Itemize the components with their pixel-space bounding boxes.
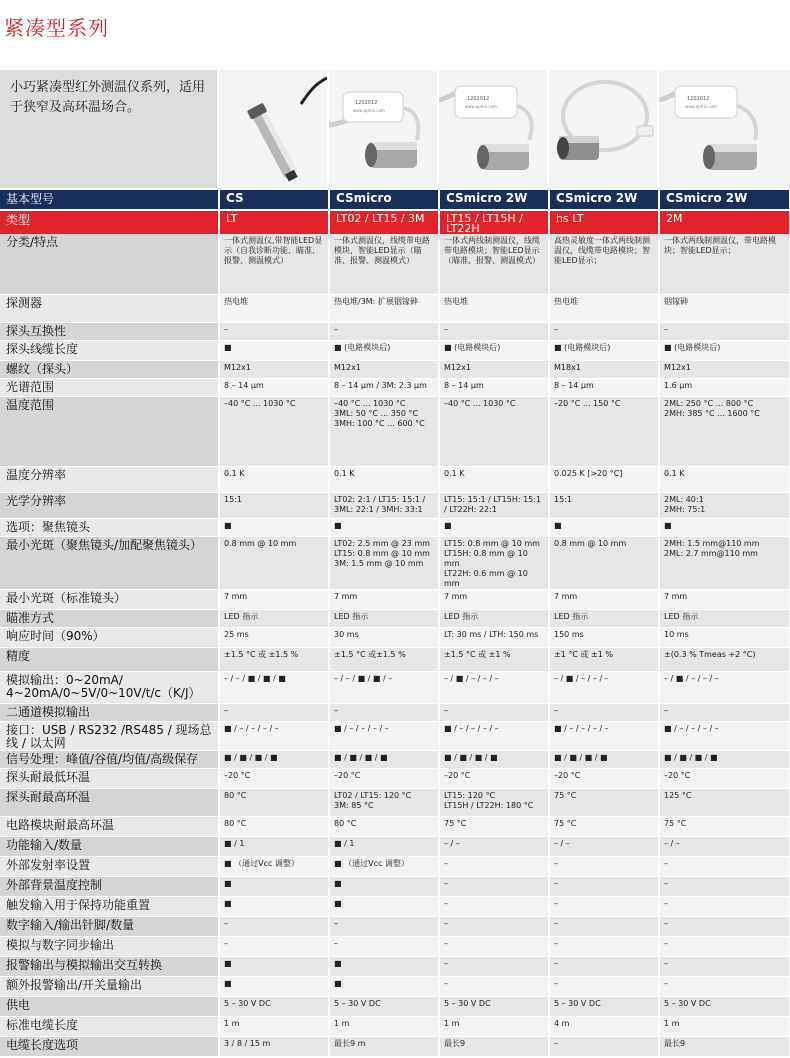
value-cell: 最长9: [439, 1036, 549, 1056]
value-cell: 一体式测温仪,带智能LED显示（自我诊断功能、瞄准、报警、测温模式）: [219, 234, 329, 294]
value-cell: –: [439, 956, 549, 976]
table-row: [0, 322, 790, 340]
header-cell-basic-model: 基本型号: [0, 190, 219, 210]
value-cell: –: [659, 976, 790, 996]
value-cell: –: [439, 896, 549, 916]
value-cell: 10 ms: [659, 627, 790, 647]
value-cell: ■ / 1: [219, 836, 329, 856]
value-cell: 一体式两线制测温仪，带电路模块；智能LED显示；: [659, 234, 790, 294]
value-cell: –: [439, 916, 549, 936]
value-cell: 7 mm: [659, 589, 790, 609]
value-cell: LED 指示: [549, 609, 659, 627]
table-row: [0, 294, 790, 322]
value-cell: LED 指示: [659, 609, 790, 627]
value-cell: 4 m: [549, 1016, 659, 1036]
value-cell: 25 ms: [219, 627, 329, 647]
value-cell: M18x1: [549, 360, 659, 378]
value-cell: –: [219, 322, 329, 340]
value-cell: M12x1: [659, 360, 790, 378]
value-cell: 125 °C: [659, 788, 790, 816]
sensor-loop-cable-image: [549, 70, 657, 188]
value-cell: –: [549, 916, 659, 936]
table-row: [0, 609, 790, 627]
row-label-cell: 温度分辨率: [0, 466, 219, 492]
value-cell: –20 °C: [549, 768, 659, 788]
table-row: [0, 816, 790, 836]
row-label-cell: 模拟与数字同步输出: [0, 936, 219, 956]
value-cell: 0.8 mm @ 10 mm: [219, 536, 329, 589]
value-cell: ■: [329, 976, 439, 996]
value-cell: 150 ms: [549, 627, 659, 647]
value-cell: LT02: 2:1 / LT15: 15:1 / 3ML: 22:1 / 3MH: 33:1: [329, 492, 439, 518]
value-cell: –: [439, 322, 549, 340]
value-cell: ■: [329, 518, 439, 536]
row-label-cell: 最小光斑（标准镜头）: [0, 589, 219, 609]
value-cell: –: [549, 976, 659, 996]
table-row: [0, 768, 790, 788]
table-row: [0, 1016, 790, 1036]
table-row: [0, 396, 790, 466]
value-cell: 热电堆/3M: 扩展铟镓砷: [329, 294, 439, 322]
type-cell: LT15 / LT15H / LT22H: [439, 210, 549, 234]
row-label-cell: 温度范围: [0, 396, 219, 466]
value-cell: – / – / ■ / ■ / –: [329, 671, 439, 703]
value-cell: 80 °C: [219, 816, 329, 836]
table-row: [0, 589, 790, 609]
table-row: [0, 876, 790, 896]
row-label-cell: 功能输入/数量: [0, 836, 219, 856]
header-cell-model: CSmicro 2W: [659, 190, 790, 210]
header-cell-model: CSmicro 2W: [439, 190, 549, 210]
row-label-cell: 瞄准方式: [0, 609, 219, 627]
value-cell: –: [439, 876, 549, 896]
value-cell: LT02 / LT15: 120 °C 3M: 85 °C: [329, 788, 439, 816]
table-row: [0, 360, 790, 378]
value-cell: –20 °C ... 150 °C: [549, 396, 659, 466]
value-cell: 热电堆: [219, 294, 329, 322]
value-cell: –: [439, 936, 549, 956]
value-cell: 1 m: [439, 1016, 549, 1036]
row-label-cell: 光学分辨率: [0, 492, 219, 518]
table-row: [0, 996, 790, 1016]
value-cell: LT15: 120 °C LT15H / LT22H: 180 °C: [439, 788, 549, 816]
value-cell: – / – / ■ / ■ / ■: [219, 671, 329, 703]
value-cell: –: [219, 703, 329, 721]
value-cell: 8 – 14 µm / 3M: 2.3 µm: [329, 378, 439, 396]
value-cell: 80 °C: [329, 816, 439, 836]
value-cell: –: [659, 876, 790, 896]
type-label-cell: 类型: [0, 210, 219, 234]
page-title: 紧凑型系列: [4, 16, 109, 40]
value-cell: –: [439, 703, 549, 721]
value-cell: ■ / ■ / ■ / ■: [549, 750, 659, 768]
value-cell: –40 °C ... 1030 °C 3ML: 50 °C ... 350 °C 3MH: 100 °C ... 600 °C: [329, 396, 439, 466]
value-cell: ■ (电路模块后): [439, 340, 549, 360]
value-cell: –: [329, 703, 439, 721]
product-photo-cs: [219, 70, 327, 188]
value-cell: –: [329, 916, 439, 936]
table-row: [0, 627, 790, 647]
table-row: [0, 916, 790, 936]
value-cell: ±1.5 °C 或±1.5 %: [329, 647, 439, 671]
svg-text:www.optris.com: www.optris.com: [685, 104, 717, 109]
value-cell: –40 °C ... 1030 °C: [219, 396, 329, 466]
value-cell: –: [549, 876, 659, 896]
specification-table: [0, 190, 790, 1057]
value-cell: ■: [219, 956, 329, 976]
svg-text:1202012: 1202012: [467, 96, 490, 102]
value-cell: ■ / – / – / – / –: [329, 721, 439, 750]
value-cell: –: [329, 322, 439, 340]
value-cell: 最长9 m: [329, 1036, 439, 1056]
value-cell: ■ / 1: [329, 836, 439, 856]
table-row: [0, 856, 790, 876]
value-cell: ■ / – / – / – / –: [659, 721, 790, 750]
value-cell: 7 mm: [329, 589, 439, 609]
value-cell: ■: [439, 518, 549, 536]
value-cell: 1 m: [329, 1016, 439, 1036]
product-photo-csmicro-2w-b: [549, 70, 657, 188]
value-cell: 5 – 30 V DC: [549, 996, 659, 1016]
value-cell: 5 – 30 V DC: [439, 996, 549, 1016]
value-cell: –: [549, 896, 659, 916]
product-photo-csmicro-2w-c: [659, 70, 790, 188]
table-row: [0, 536, 790, 589]
row-label-cell: 最小光斑（聚焦镜头/加配聚焦镜头）: [0, 536, 219, 589]
value-cell: 0.1 K: [219, 466, 329, 492]
value-cell: ■ （通过Vcc 调整）: [219, 856, 329, 876]
table-row: [0, 466, 790, 492]
intro-row: [0, 70, 790, 188]
value-cell: ■ / ■ / ■ / ■: [439, 750, 549, 768]
value-cell: ■ / – / – / – / –: [439, 721, 549, 750]
value-cell: LED 指示: [219, 609, 329, 627]
value-cell: 15:1: [219, 492, 329, 518]
table-row: [0, 788, 790, 816]
value-cell: 75 °C: [549, 816, 659, 836]
row-label-cell: 光谱范围: [0, 378, 219, 396]
value-cell: –20 °C: [439, 768, 549, 788]
value-cell: ■ (电路模块后): [549, 340, 659, 360]
table-row: [0, 671, 790, 703]
value-cell: 最长9: [659, 1036, 790, 1056]
svg-text:www.optris.com: www.optris.com: [353, 108, 385, 113]
row-label-cell: 接口：USB / RS232 /RS485 / 现场总线 / 以太网: [0, 721, 219, 750]
table-row: [0, 750, 790, 768]
value-cell: ■ / – / – / – / –: [219, 721, 329, 750]
row-label-cell: 探头耐最低环温: [0, 768, 219, 788]
value-cell: 一体式测温仪，线缆带电路模块，智能LED显示（瞄准、报警、测温模式）: [329, 234, 439, 294]
value-cell: 75 °C: [439, 816, 549, 836]
row-label-cell: 模拟输出：0~20mA/ 4~20mA/0~5V/0~10V/t/c（K/J）: [0, 671, 219, 703]
value-cell: –: [549, 322, 659, 340]
row-label-cell: 额外报警输出/开关量输出: [0, 976, 219, 996]
table-row: [0, 492, 790, 518]
row-label-cell: 电缆长度选项: [0, 1036, 219, 1056]
row-label-cell: 探测器: [0, 294, 219, 322]
value-cell: LED 指示: [439, 609, 549, 627]
value-cell: 8 – 14 µm: [439, 378, 549, 396]
sensor-probe-image: [219, 70, 327, 188]
row-label-cell: 触发输入用于保持功能重置: [0, 896, 219, 916]
row-label-cell: 选项：聚焦镜头: [0, 518, 219, 536]
value-cell: 0.025 K [>20 °C]: [549, 466, 659, 492]
value-cell: 一体式两线制测温仪，线缆带电路模块；智能LED显示（瞄准、报警、测温模式）: [439, 234, 549, 294]
type-cell: 2M: [659, 210, 790, 234]
value-cell: –: [219, 936, 329, 956]
value-cell: ■ / ■ / ■ / ■: [219, 750, 329, 768]
value-cell: –: [659, 856, 790, 876]
value-cell: –20 °C: [329, 768, 439, 788]
table-header-row: [0, 190, 790, 210]
row-label-cell: 数字输入/输出针脚/数量: [0, 916, 219, 936]
value-cell: LED 指示: [329, 609, 439, 627]
value-cell: 0.1 K: [439, 466, 549, 492]
type-cell: hs LT: [549, 210, 659, 234]
type-cell: LT02 / LT15 / 3M: [329, 210, 439, 234]
row-label-cell: 分类/特点: [0, 234, 219, 294]
value-cell: –: [659, 936, 790, 956]
value-cell: –: [659, 322, 790, 340]
table-row: [0, 976, 790, 996]
value-cell: – / –: [549, 836, 659, 856]
value-cell: M12x1: [219, 360, 329, 378]
value-cell: ±(0.3 % Tmeas +2 °C): [659, 647, 790, 671]
value-cell: –40 °C ... 1030 °C: [439, 396, 549, 466]
header-cell-model: CS: [219, 190, 329, 210]
value-cell: –: [439, 976, 549, 996]
intro-text: 小巧紧凑型红外测温仪系列，适用于狭窄及高环温场合。: [0, 70, 217, 188]
value-cell: –: [659, 703, 790, 721]
row-label-cell: 探头耐最高环温: [0, 788, 219, 816]
row-label-cell: 精度: [0, 647, 219, 671]
table-row: [0, 836, 790, 856]
value-cell: ■ (电路模块后): [659, 340, 790, 360]
value-cell: –20 °C: [219, 768, 329, 788]
value-cell: ■: [219, 976, 329, 996]
value-cell: ■: [329, 956, 439, 976]
row-label-cell: 螺纹（探头）: [0, 360, 219, 378]
product-photo-csmicro: [329, 70, 437, 188]
value-cell: 15:1: [549, 492, 659, 518]
value-cell: ■ / ■ / ■ / ■: [329, 750, 439, 768]
value-cell: 2ML: 40:1 2MH: 75:1: [659, 492, 790, 518]
value-cell: 5 – 30 V DC: [329, 996, 439, 1016]
value-cell: 7 mm: [219, 589, 329, 609]
value-cell: 0.8 mm @ 10 mm: [549, 536, 659, 589]
value-cell: ±1.5 °C 或 ±1 %: [439, 647, 549, 671]
value-cell: ■ / – / – / – / –: [549, 721, 659, 750]
table-row: [0, 936, 790, 956]
value-cell: 热电堆: [439, 294, 549, 322]
value-cell: ■: [659, 518, 790, 536]
row-label-cell: 供电: [0, 996, 219, 1016]
value-cell: –: [219, 916, 329, 936]
value-cell: LT15: 15:1 / LT15H: 15:1 / LT22H: 22:1: [439, 492, 549, 518]
value-cell: –: [659, 956, 790, 976]
value-cell: – / ■ / – / – / –: [659, 671, 790, 703]
value-cell: 8 – 14 µm: [549, 378, 659, 396]
value-cell: 7 mm: [549, 589, 659, 609]
value-cell: 75 °C: [549, 788, 659, 816]
value-cell: –: [659, 916, 790, 936]
table-row: [0, 1036, 790, 1056]
value-cell: 1.6 µm: [659, 378, 790, 396]
value-cell: 2MH: 1.5 mm@110 mm 2ML: 2.7 mm@110 mm: [659, 536, 790, 589]
value-cell: M12x1: [329, 360, 439, 378]
value-cell: M12x1: [439, 360, 549, 378]
value-cell: ■ / ■ / ■ / ■: [659, 750, 790, 768]
value-cell: 0.1 K: [329, 466, 439, 492]
value-cell: –: [549, 703, 659, 721]
value-cell: 5 – 30 V DC: [659, 996, 790, 1016]
value-cell: 铟镓砷: [659, 294, 790, 322]
value-cell: ■: [219, 340, 329, 360]
row-label-cell: 外部背景温度控制: [0, 876, 219, 896]
value-cell: –20 °C: [659, 768, 790, 788]
value-cell: 热电堆: [549, 294, 659, 322]
value-cell: – / –: [659, 836, 790, 856]
value-cell: –: [549, 936, 659, 956]
table-row: [0, 340, 790, 360]
value-cell: ■: [219, 518, 329, 536]
table-row: [0, 518, 790, 536]
type-row: [0, 210, 790, 234]
value-cell: 0.1 K: [659, 466, 790, 492]
value-cell: –: [549, 1036, 659, 1056]
row-label-cell: 响应时间（90%）: [0, 627, 219, 647]
value-cell: – / –: [439, 836, 549, 856]
value-cell: –: [549, 956, 659, 976]
table-row: [0, 234, 790, 294]
value-cell: 80 °C: [219, 788, 329, 816]
header-cell-model: CSmicro 2W: [549, 190, 659, 210]
table-row: [0, 956, 790, 976]
value-cell: 高热灵敏度一体式两线制测温仪，线缆带电路模块；智能LED显示；: [549, 234, 659, 294]
value-cell: 2ML: 250 °C ... 800 °C 2MH: 385 °C ... 1600 °C: [659, 396, 790, 466]
table-row: [0, 378, 790, 396]
row-label-cell: 报警输出与模拟输出交互转换: [0, 956, 219, 976]
row-label-cell: 外部发射率设置: [0, 856, 219, 876]
svg-text:1202012: 1202012: [687, 96, 710, 102]
value-cell: 30 ms: [329, 627, 439, 647]
value-cell: LT: 30 ms / LTH: 150 ms: [439, 627, 549, 647]
sensor-module-image: [439, 70, 547, 188]
value-cell: 7 mm: [439, 589, 549, 609]
value-cell: 3 / 8 / 15 m: [219, 1036, 329, 1056]
row-label-cell: 二通道模拟输出: [0, 703, 219, 721]
type-cell: LT: [219, 210, 329, 234]
value-cell: ■: [549, 518, 659, 536]
product-photo-csmicro-2w-a: [439, 70, 547, 188]
sensor-module-image: [329, 70, 437, 188]
table-row: [0, 647, 790, 671]
value-cell: ■ (电路模块后): [329, 340, 439, 360]
row-label-cell: 探头线缆长度: [0, 340, 219, 360]
row-label-cell: 电路模块耐最高环温: [0, 816, 219, 836]
value-cell: ±1 °C 或 ±1 %: [549, 647, 659, 671]
value-cell: –: [659, 896, 790, 916]
header-cell-model: CSmicro: [329, 190, 439, 210]
value-cell: ■: [329, 896, 439, 916]
value-cell: LT02: 2.5 mm @ 23 mm LT15: 0.8 mm @ 10 mm 3M: 1.5 mm @ 10 mm: [329, 536, 439, 589]
sensor-module-image: [659, 70, 790, 188]
value-cell: ±1.5 °C 或 ±1.5 %: [219, 647, 329, 671]
value-cell: 5 – 30 V DC: [219, 996, 329, 1016]
value-cell: – / ■ / – / – / –: [549, 671, 659, 703]
table-row: [0, 896, 790, 916]
row-label-cell: 信号处理：峰值/谷值/均值/高级保存: [0, 750, 219, 768]
value-cell: –: [329, 936, 439, 956]
value-cell: –: [439, 856, 549, 876]
value-cell: – / ■ / – / – / –: [439, 671, 549, 703]
svg-text:1202012: 1202012: [355, 100, 378, 106]
value-cell: ■: [329, 876, 439, 896]
value-cell: 8 – 14 µm: [219, 378, 329, 396]
value-cell: 1 m: [219, 1016, 329, 1036]
value-cell: LT15: 0.8 mm @ 10 mm LT15H: 0.8 mm @ 10 mm LT22H: 0.6 mm @ 10 mm: [439, 536, 549, 589]
svg-text:www.optris.com: www.optris.com: [465, 104, 497, 109]
row-label-cell: 标准电缆长度: [0, 1016, 219, 1036]
value-cell: ■ （通过Vcc 调整）: [329, 856, 439, 876]
table-row: [0, 721, 790, 750]
table-row: [0, 703, 790, 721]
value-cell: 75 °C: [659, 816, 790, 836]
value-cell: –: [549, 856, 659, 876]
value-cell: ■: [219, 896, 329, 916]
row-label-cell: 探头互换性: [0, 322, 219, 340]
value-cell: 1 m: [659, 1016, 790, 1036]
value-cell: ■: [219, 876, 329, 896]
